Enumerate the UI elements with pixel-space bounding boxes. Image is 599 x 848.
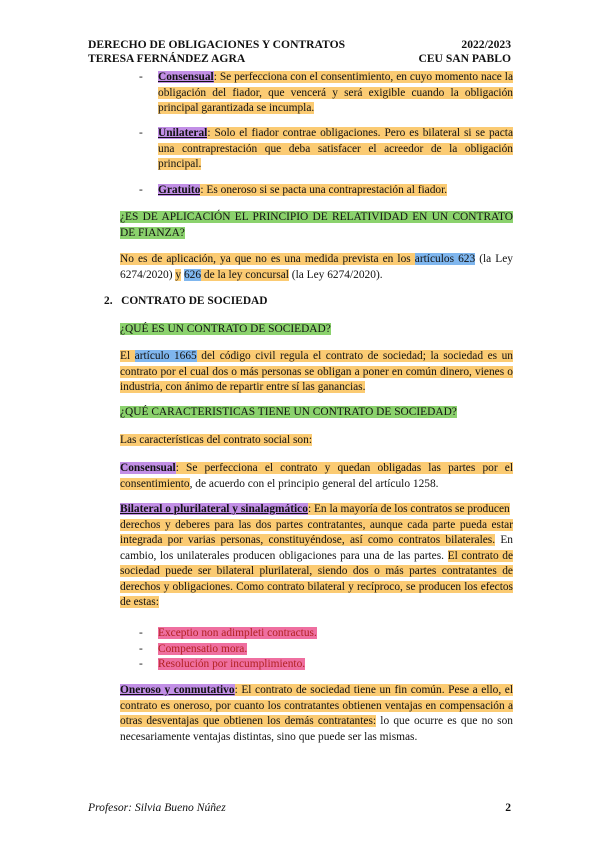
list-item: - Compensatio mora. <box>139 642 248 655</box>
fianza-answer: No es de aplicación, ya que no es una medida prevista en los artículos 623 (la Ley 6274/2020) y 626 de la ley concursal (la Ley 6274/2020). <box>120 253 514 281</box>
sociedad-consensual: Consensual: Se perfecciona el contrato y quedan obligadas las partes por el consentimiento, de acuerdo con el principio general del artículo 1258. <box>120 462 513 490</box>
university-name: CEU SAN PABLO <box>418 52 511 65</box>
sociedad-question-2: ¿QUÉ CARACTERISTICAS TIENE UN CONTRATO DE SOCIEDAD? <box>120 406 457 418</box>
sociedad-definition: El artículo 1665 del código civil regula el contrato de sociedad; la sociedad es un contrato por el cual dos o más personas se obligan a poner en común dinero, vienes o industria, con ánimo de repartir entre sí las ganancias. <box>120 350 513 393</box>
sociedad-bilateral: Bilateral o plurilateral y sinalagmático: En la mayoría de los contratos se producen derechos y deberes para las dos partes contratantes, aunque cada parte pueda estar integrada por varias personas, constituyéndose, así como contratos bilaterales. En cambio, los unilaterales producen obligaciones para una de las partes. El contrato de sociedad puede ser bilateral plurilateral, siendo dos o más partes contratantes de derechos y obligaciones. Como contrato bilateral y recíproco, se producen los efectos de estas: <box>120 503 514 608</box>
effects-list <box>139 626 513 673</box>
academic-year: 2022/2023 <box>461 38 511 51</box>
article-1665-ref: artículo 1665 <box>134 350 197 362</box>
page-number: 2 <box>505 801 511 814</box>
professor-name: Profesor: Silvia Bueno Núñez <box>88 801 226 814</box>
article-623-ref: artículos 623 <box>414 253 476 265</box>
term-consensual-sociedad: Consensual <box>120 462 176 474</box>
term-oneroso: Oneroso y conmutativo <box>120 684 235 696</box>
characteristics-intro: Las características del contrato social son: <box>120 434 312 446</box>
term-bilateral: Bilateral o plurilateral y sinalagmático <box>120 503 308 515</box>
section-heading: 2. CONTRATO DE SOCIEDAD <box>104 295 268 307</box>
fianza-question: ¿ES DE APLICACIÓN EL PRINCIPIO DE RELATIVIDAD EN UN CONTRATO DE FIANZA? <box>120 211 513 239</box>
term-unilateral: Unilateral <box>158 127 208 139</box>
course-title: DERECHO DE OBLIGACIONES Y CONTRATOS <box>88 38 346 51</box>
sociedad-question-1: ¿QUÉ ES UN CONTRATO DE SOCIEDAD? <box>120 323 331 335</box>
fianza-unilateral: - Unilateral: Solo el fiador contrae obligaciones. Pero es bilateral si se pacta una contraprestación que deba satisfacer el acreedor de la obligación principal. <box>139 127 513 170</box>
fianza-consensual: - Consensual: Se perfecciona con el consentimiento, en cuyo momento nace la obligación del fiador, que vencerá y será exigible cuando la obligación principal garantizada se incumpla. <box>139 71 513 114</box>
list-item: - Resolución por incumplimiento. <box>139 658 306 670</box>
article-626-ref: 626 <box>183 268 202 281</box>
term-gratuito: Gratuito <box>158 184 201 196</box>
term-consensual: Consensual <box>158 71 214 83</box>
fianza-gratuito: - Gratuito: Es oneroso si se pacta una contraprestación al fiador. <box>139 184 448 196</box>
author-name: TERESA FERNÁNDEZ AGRA <box>88 52 246 65</box>
list-item: - Exceptio non adimpleti contractus. <box>139 627 317 639</box>
section-title: CONTRATO DE SOCIEDAD <box>121 295 268 307</box>
sociedad-oneroso: Oneroso y conmutativo: El contrato de sociedad tiene un fin común. Pese a ello, el contrato es oneroso, por cuanto los contratantes obtienen ventajas en compensación a otras desventajas que obtienen los demás contratantes: lo que ocurre es que no son necesariamente ventajas distintas, sino que puede ser las mismas. <box>120 684 514 743</box>
